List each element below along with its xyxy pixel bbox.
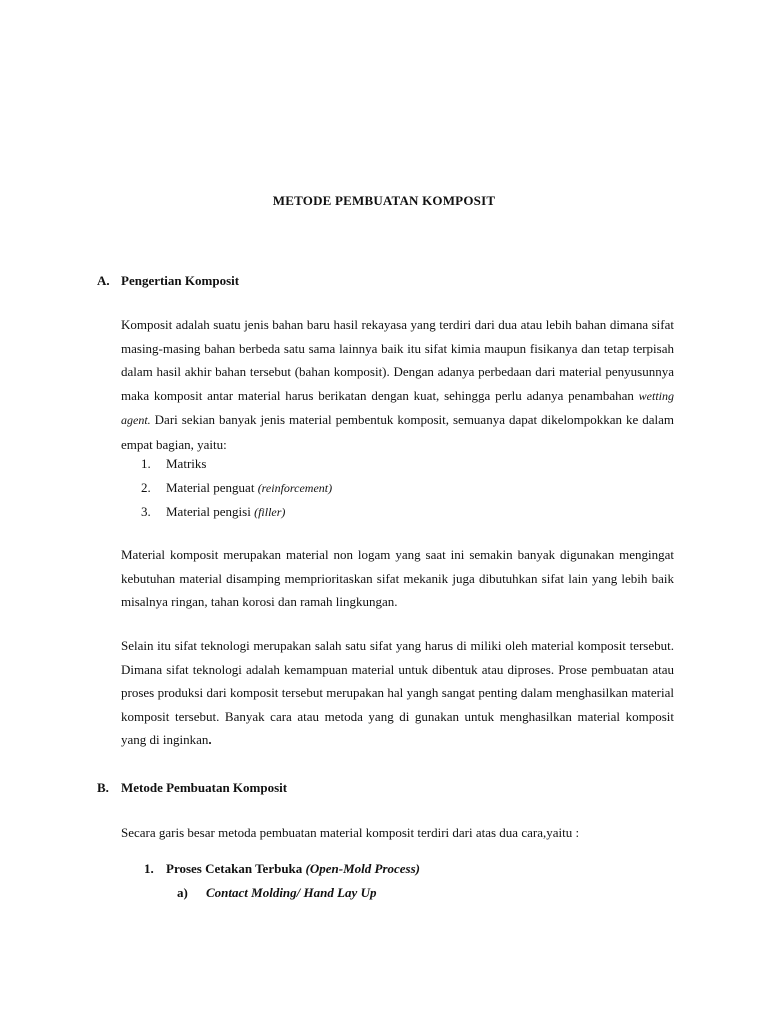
list-item-italic: (filler) [254,505,286,519]
method-item-1a-letter: a) [177,885,188,900]
list-item-text: Material penguat [166,479,258,495]
method-item-1a-text: Contact Molding/ Hand Lay Up [206,885,377,900]
method-item-1-number: 1. [144,861,154,876]
method-item-1 [144,861,420,877]
list-item-italic: (reinforcement) [257,480,333,495]
section-a-title: Pengertian Komposit [121,273,240,288]
list-item [141,476,332,501]
list-item [141,500,332,525]
paragraph-definition-text-end: Dari sekian banyak jenis material pembentuk komposit, semuanya dapat dikelompokkan ke dalam empat bagian, yaitu: [121,412,674,452]
wetting-agent-term: wetting agent. [121,388,674,427]
paragraph-composite-usage-text: Material komposit merupakan material non logam yang saat ini semakin banyak digunakan mengingat kebutuhan material disamping memprioritaskan sifat mekanik juga dibutuhkan sifat lain yang lebih baik misalnya ringan, tahan korosi dan ramah lingkungan. [121,547,674,609]
list-item-number: 1. [141,456,151,471]
method-item-1-text: Proses Cetakan Terbuka [166,861,306,876]
section-a-letter: A. [97,273,110,288]
paragraph-technology [121,634,674,752]
list-item-text: Material pengisi [166,504,255,519]
section-b-title: Metode Pembuatan Komposit [121,780,288,795]
paragraph-technology-text: Selain itu sifat teknologi merupakan salah satu sifat yang harus di miliki oleh material komposit tersebut. Dimana sifat teknologi adalah kemampuan material untuk dibentuk atau diproses. Prose pembuatan atau proses produksi dari komposit tersebut merupakan hal yangh sangat penting dalam menghasilkan material komposit tersebut. Banyak cara atau metoda yang di gunakan untuk menghasilkan material komposit yang di inginkan [121,638,674,747]
method-item-1-italic: (Open-Mold Process) [305,861,421,876]
paragraph-definition [121,313,674,456]
list-item [141,452,332,476]
list-item-text: Matriks [166,456,207,471]
paragraph-technology-period: . [208,732,212,747]
paragraph-definition-text: Komposit adalah suatu jenis bahan baru hasil rekayasa yang terdiri dari dua atau lebih bahan dimana sifat masing-masing bahan berbeda satu sama lainnya baik itu sifat kimia maupun fisikanya dan tetap terpisah dalam hasil akhir bahan tersebut (bahan komposit). Dengan adanya perbedaan dari material penyusunnya maka komposit antar material harus berikatan dengan kuat, sehingga perlu adanya penambahan [121,317,674,403]
component-list [141,452,332,525]
section-b-heading [97,780,287,796]
paragraph-composite-usage [121,543,674,614]
section-b-letter: B. [97,780,109,795]
list-item-number: 3. [141,504,151,519]
method-item-1a [177,885,376,901]
document-title: METODE PEMBUATAN KOMPOSIT [272,193,496,208]
list-item-number: 2. [141,479,151,495]
section-b-intro: Secara garis besar metoda pembuatan material komposit terdiri dari atas dua cara,yaitu : [121,825,580,840]
section-a-heading [97,273,239,289]
